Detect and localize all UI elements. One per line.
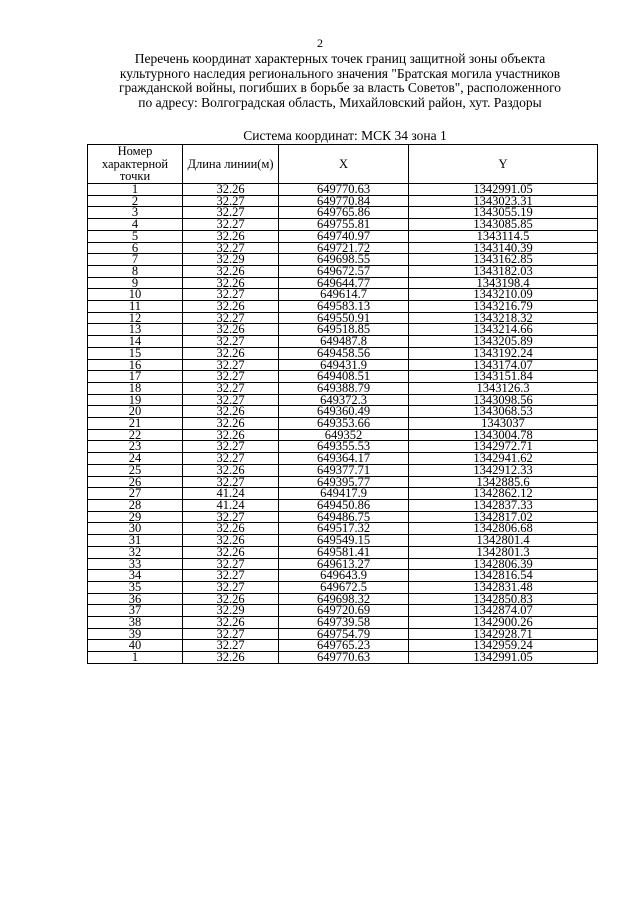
header-line-length: Длина линии(м) xyxy=(183,145,279,184)
cell-y: 1342912.33 xyxy=(409,464,598,476)
cell-y: 1343210.09 xyxy=(409,289,598,301)
cell-point-number: 25 xyxy=(88,464,183,476)
cell-line-length: 32.29 xyxy=(183,254,279,266)
cell-x: 649352 xyxy=(279,429,409,441)
table-row xyxy=(88,441,598,453)
table-row xyxy=(88,347,598,359)
cell-x: 649550.91 xyxy=(279,312,409,324)
cell-line-length: 32.27 xyxy=(183,570,279,582)
cell-line-length: 32.27 xyxy=(183,195,279,207)
cell-x: 649549.15 xyxy=(279,535,409,547)
cell-line-length: 41.24 xyxy=(183,488,279,500)
cell-y: 1342801.3 xyxy=(409,546,598,558)
table-row xyxy=(88,301,598,313)
cell-x: 649408.51 xyxy=(279,371,409,383)
cell-y: 1343085.85 xyxy=(409,219,598,231)
table-row xyxy=(88,184,598,196)
cell-point-number: 37 xyxy=(88,605,183,617)
cell-y: 1343216.79 xyxy=(409,301,598,313)
cell-y: 1343192.24 xyxy=(409,347,598,359)
cell-y: 1343023.31 xyxy=(409,195,598,207)
cell-line-length: 32.27 xyxy=(183,511,279,523)
cell-point-number: 3 xyxy=(88,207,183,219)
cell-point-number: 9 xyxy=(88,277,183,289)
cell-point-number: 40 xyxy=(88,640,183,652)
table-row xyxy=(88,605,598,617)
cell-line-length: 32.26 xyxy=(183,546,279,558)
cell-point-number: 36 xyxy=(88,593,183,605)
cell-y: 1342991.05 xyxy=(409,652,598,664)
table-row xyxy=(88,324,598,336)
cell-x: 649353.66 xyxy=(279,418,409,430)
cell-y: 1343055.19 xyxy=(409,207,598,219)
cell-line-length: 32.27 xyxy=(183,219,279,231)
cell-x: 649364.17 xyxy=(279,453,409,465)
table-row xyxy=(88,289,598,301)
table-row xyxy=(88,254,598,266)
cell-y: 1342885.6 xyxy=(409,476,598,488)
cell-y: 1343198.4 xyxy=(409,277,598,289)
cell-x: 649417.9 xyxy=(279,488,409,500)
cell-y: 1343174.07 xyxy=(409,359,598,371)
cell-point-number: 20 xyxy=(88,406,183,418)
table-row xyxy=(88,453,598,465)
table-row xyxy=(88,464,598,476)
cell-point-number: 8 xyxy=(88,265,183,277)
table-row xyxy=(88,312,598,324)
cell-line-length: 32.26 xyxy=(183,523,279,535)
cell-y: 1342900.26 xyxy=(409,617,598,629)
header-point-number: Номер характерной точки xyxy=(88,145,183,184)
cell-line-length: 32.27 xyxy=(183,382,279,394)
cell-x: 649698.32 xyxy=(279,593,409,605)
cell-point-number: 24 xyxy=(88,453,183,465)
table-body xyxy=(88,184,598,664)
cell-x: 649377.71 xyxy=(279,464,409,476)
cell-line-length: 32.26 xyxy=(183,593,279,605)
cell-y: 1342972.71 xyxy=(409,441,598,453)
cell-x: 649360.49 xyxy=(279,406,409,418)
cell-point-number: 13 xyxy=(88,324,183,336)
cell-y: 1342941.62 xyxy=(409,453,598,465)
cell-line-length: 32.26 xyxy=(183,301,279,313)
cell-x: 649458.56 xyxy=(279,347,409,359)
cell-x: 649372.3 xyxy=(279,394,409,406)
cell-x: 649770.63 xyxy=(279,652,409,664)
table-row xyxy=(88,617,598,629)
table-row xyxy=(88,429,598,441)
cell-point-number: 28 xyxy=(88,499,183,511)
title-line: культурного наследия регионального значения "Братская могила участников xyxy=(119,65,561,81)
coordinates-table xyxy=(87,144,598,664)
table-row xyxy=(88,242,598,254)
cell-point-number: 39 xyxy=(88,628,183,640)
cell-line-length: 32.27 xyxy=(183,453,279,465)
cell-line-length: 32.27 xyxy=(183,628,279,640)
table-row xyxy=(88,277,598,289)
cell-y: 1343214.66 xyxy=(409,324,598,336)
table-row xyxy=(88,230,598,242)
cell-x: 649583.13 xyxy=(279,301,409,313)
page-number: 2 xyxy=(317,36,323,50)
cell-point-number: 4 xyxy=(88,219,183,231)
cell-x: 649388.79 xyxy=(279,382,409,394)
cell-point-number: 29 xyxy=(88,511,183,523)
cell-y: 1343205.89 xyxy=(409,336,598,348)
cell-point-number: 18 xyxy=(88,382,183,394)
cell-x: 649644.77 xyxy=(279,277,409,289)
cell-y: 1343004.78 xyxy=(409,429,598,441)
cell-point-number: 31 xyxy=(88,535,183,547)
cell-x: 649517.32 xyxy=(279,523,409,535)
cell-point-number: 7 xyxy=(88,254,183,266)
cell-y: 1342928.71 xyxy=(409,628,598,640)
cell-x: 649770.63 xyxy=(279,184,409,196)
cell-point-number: 21 xyxy=(88,418,183,430)
cell-point-number: 17 xyxy=(88,371,183,383)
document-title xyxy=(80,52,600,110)
cell-line-length: 32.27 xyxy=(183,394,279,406)
cell-x: 649754.79 xyxy=(279,628,409,640)
cell-line-length: 32.26 xyxy=(183,652,279,664)
cell-line-length: 32.27 xyxy=(183,242,279,254)
cell-point-number: 27 xyxy=(88,488,183,500)
cell-y: 1343037 xyxy=(409,418,598,430)
cell-x: 649355.53 xyxy=(279,441,409,453)
cell-line-length: 32.27 xyxy=(183,581,279,593)
title-line: Перечень координат характерных точек границ защитной зоны объекта xyxy=(134,51,546,66)
cell-y: 1342831.48 xyxy=(409,581,598,593)
table-row xyxy=(88,511,598,523)
cell-point-number: 14 xyxy=(88,336,183,348)
cell-x: 649740.97 xyxy=(279,230,409,242)
cell-line-length: 32.26 xyxy=(183,406,279,418)
table-row xyxy=(88,265,598,277)
cell-point-number: 22 xyxy=(88,429,183,441)
cell-point-number: 1 xyxy=(88,184,183,196)
table-row xyxy=(88,336,598,348)
cell-line-length: 32.27 xyxy=(183,336,279,348)
cell-point-number: 12 xyxy=(88,312,183,324)
table-row xyxy=(88,359,598,371)
cell-point-number: 10 xyxy=(88,289,183,301)
cell-y: 1342817.02 xyxy=(409,511,598,523)
cell-point-number: 11 xyxy=(88,301,183,313)
cell-point-number: 33 xyxy=(88,558,183,570)
cell-x: 649770.84 xyxy=(279,195,409,207)
table-row xyxy=(88,406,598,418)
cell-line-length: 32.26 xyxy=(183,418,279,430)
table-row xyxy=(88,219,598,231)
title-line: гражданской войны, погибших в борьбе за власть Советов", расположенного xyxy=(118,80,562,95)
cell-y: 1343140.39 xyxy=(409,242,598,254)
table-row xyxy=(88,570,598,582)
cell-line-length: 32.27 xyxy=(183,640,279,652)
cell-y: 1342801.4 xyxy=(409,535,598,547)
cell-x: 649395.77 xyxy=(279,476,409,488)
cell-y: 1343068.53 xyxy=(409,406,598,418)
cell-x: 649614.7 xyxy=(279,289,409,301)
cell-y: 1342862.12 xyxy=(409,488,598,500)
table-row xyxy=(88,418,598,430)
table-row xyxy=(88,640,598,652)
table-row xyxy=(88,394,598,406)
cell-line-length: 32.26 xyxy=(183,347,279,359)
cell-x: 649765.23 xyxy=(279,640,409,652)
cell-point-number: 30 xyxy=(88,523,183,535)
cell-x: 649643.9 xyxy=(279,570,409,582)
title-line: по адресу: Волгоградская область, Михайловский район, хут. Раздоры xyxy=(138,94,542,110)
cell-line-length: 32.26 xyxy=(183,464,279,476)
table-row xyxy=(88,382,598,394)
cell-point-number: 6 xyxy=(88,242,183,254)
cell-point-number: 35 xyxy=(88,581,183,593)
cell-line-length: 32.27 xyxy=(183,476,279,488)
table-row xyxy=(88,535,598,547)
cell-y: 1343182.03 xyxy=(409,265,598,277)
cell-point-number: 19 xyxy=(88,394,183,406)
cell-line-length: 32.27 xyxy=(183,441,279,453)
cell-line-length: 32.29 xyxy=(183,605,279,617)
cell-x: 649720.69 xyxy=(279,605,409,617)
cell-line-length: 32.27 xyxy=(183,371,279,383)
cell-x: 649672.57 xyxy=(279,265,409,277)
header-x: X xyxy=(279,145,409,184)
cell-x: 649739.58 xyxy=(279,617,409,629)
cell-x: 649765.86 xyxy=(279,207,409,219)
cell-line-length: 32.27 xyxy=(183,312,279,324)
cell-line-length: 32.26 xyxy=(183,617,279,629)
cell-line-length: 32.26 xyxy=(183,277,279,289)
cell-x: 649487.8 xyxy=(279,336,409,348)
cell-point-number: 32 xyxy=(88,546,183,558)
cell-line-length: 32.27 xyxy=(183,558,279,570)
cell-y: 1342959.24 xyxy=(409,640,598,652)
cell-point-number: 26 xyxy=(88,476,183,488)
table-row xyxy=(88,628,598,640)
cell-line-length: 32.26 xyxy=(183,265,279,277)
cell-point-number: 15 xyxy=(88,347,183,359)
cell-line-length: 32.27 xyxy=(183,207,279,219)
cell-line-length: 32.27 xyxy=(183,359,279,371)
cell-line-length: 32.26 xyxy=(183,324,279,336)
cell-y: 1343151.84 xyxy=(409,371,598,383)
cell-line-length: 32.27 xyxy=(183,289,279,301)
cell-x: 649698.55 xyxy=(279,254,409,266)
cell-y: 1342874.07 xyxy=(409,605,598,617)
table-row xyxy=(88,195,598,207)
table-row xyxy=(88,652,598,664)
cell-y: 1342806.68 xyxy=(409,523,598,535)
table-row xyxy=(88,488,598,500)
cell-point-number: 38 xyxy=(88,617,183,629)
cell-y: 1343162.85 xyxy=(409,254,598,266)
cell-x: 649450.86 xyxy=(279,499,409,511)
cell-y: 1342837.33 xyxy=(409,499,598,511)
table-row xyxy=(88,371,598,383)
table-row xyxy=(88,476,598,488)
cell-x: 649486.75 xyxy=(279,511,409,523)
cell-point-number: 1 xyxy=(88,652,183,664)
header-y: Y xyxy=(409,145,598,184)
cell-line-length: 32.26 xyxy=(183,230,279,242)
cell-line-length: 41.24 xyxy=(183,499,279,511)
coordinate-system-caption: Система координат: МСК 34 зона 1 xyxy=(243,128,447,143)
cell-y: 1343218.32 xyxy=(409,312,598,324)
cell-x: 649431.9 xyxy=(279,359,409,371)
cell-line-length: 32.26 xyxy=(183,535,279,547)
cell-y: 1342991.05 xyxy=(409,184,598,196)
cell-y: 1343126.3 xyxy=(409,382,598,394)
cell-x: 649518.85 xyxy=(279,324,409,336)
table-row xyxy=(88,207,598,219)
cell-line-length: 32.26 xyxy=(183,184,279,196)
cell-x: 649721.72 xyxy=(279,242,409,254)
cell-point-number: 23 xyxy=(88,441,183,453)
table-header-row xyxy=(88,145,598,184)
table-row xyxy=(88,499,598,511)
cell-x: 649755.81 xyxy=(279,219,409,231)
cell-line-length: 32.26 xyxy=(183,429,279,441)
table-row xyxy=(88,593,598,605)
cell-y: 1342806.39 xyxy=(409,558,598,570)
cell-y: 1343098.56 xyxy=(409,394,598,406)
table-row xyxy=(88,523,598,535)
cell-y: 1342816.54 xyxy=(409,570,598,582)
cell-point-number: 2 xyxy=(88,195,183,207)
table-row xyxy=(88,546,598,558)
cell-y: 1343114.5 xyxy=(409,230,598,242)
cell-x: 649581.41 xyxy=(279,546,409,558)
cell-x: 649672.5 xyxy=(279,581,409,593)
cell-y: 1342850.83 xyxy=(409,593,598,605)
cell-point-number: 16 xyxy=(88,359,183,371)
cell-point-number: 34 xyxy=(88,570,183,582)
table-row xyxy=(88,558,598,570)
cell-point-number: 5 xyxy=(88,230,183,242)
cell-x: 649613.27 xyxy=(279,558,409,570)
table-row xyxy=(88,581,598,593)
